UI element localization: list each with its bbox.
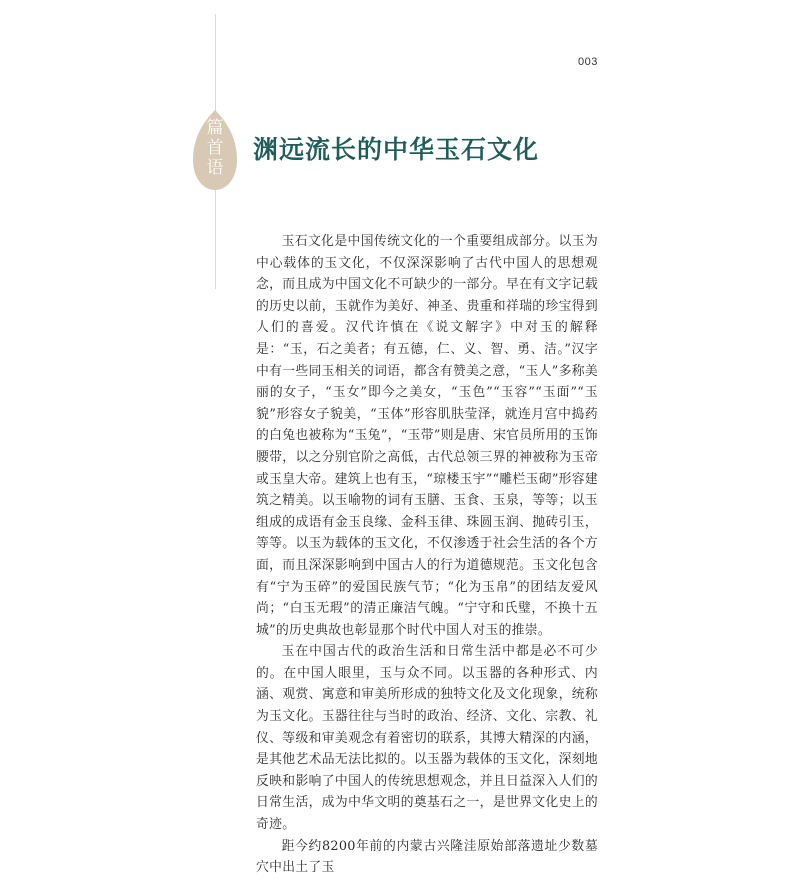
badge-char: 首 <box>206 138 224 158</box>
paragraph: 玉石文化是中国传统文化的一个重要组成部分。以玉为中心载体的玉文化，不仅深深影响了古代中国人的思想观念，而且成为中国文化不可缺少的一部分。早在有文字记载的历史以前，玉就作为美好、神圣、贵重和祥瑞的珍宝得到人们的喜爱。汉代许慎在《说文解字》中对玉的解释是：“玉，石之美者；有五德，仁、义、智、勇、洁。”汉字中有一些同玉相关的词语，都含有赞美之意，“玉人”多称美丽的女子，“玉女”即今之美女，“玉色”“玉容”“玉面”“玉貌”形容女子貌美，“玉体”形容肌肤莹泽，就连月宫中捣药的白兔也被称为“玉兔”，“玉带”则是唐、宋官员所用的玉饰腰带，以之分别官阶之高低，古代总领三界的神被称为玉帝或玉皇大帝。建筑上也有玉，“琼楼玉宇”“雕栏玉砌”形容建筑之精美。以玉喻物的词有玉膳、玉食、玉泉，等等；以玉组成的成语有金玉良缘、金科玉律、珠圆玉润、抛砖引玉，等等。以玉为载体的玉文化，不仅渗透于社会生活的各个方面，而且深深影响到中国古人的行为道德规范。玉文化包含有“宁为玉碎”的爱国民族气节；“化为玉帛”的团结友爱风尚；“白玉无瑕”的清正廉洁气魄。“宁守和氏璧，不换十五城”的历史典故也彰显那个时代中国人对玉的推崇。 <box>256 234 598 638</box>
body-text <box>256 231 598 879</box>
chapter-title: 渊远流长的中华玉石文化 <box>253 135 540 164</box>
paragraph: 距今约8200年前的内蒙古兴隆洼原始部落遗址少数墓穴中出土了玉 <box>256 838 598 876</box>
badge-char: 语 <box>206 158 224 178</box>
page-number: 003 <box>578 56 598 68</box>
section-badge-label <box>203 118 227 178</box>
paragraph: 玉在中国古代的政治生活和日常生活中都是必不可少的。在中国人眼里，玉与众不同。以玉器的各种形式、内涵、观赏、寓意和审美所形成的独特文化及文化现象，统称为玉文化。玉器往往与当时的政治、经济、文化、宗教、礼仪、等级和审美观念有着密切的联系，其博大精深的内涵，是其他艺术品无法比拟的。以玉器为载体的玉文化，深刻地反映和影响了中国人的传统思想观念，并且日益深入人们的日常生活，成为中华文明的奠基石之一，是世界文化史上的奇迹。 <box>256 644 598 833</box>
badge-char: 篇 <box>206 118 224 138</box>
